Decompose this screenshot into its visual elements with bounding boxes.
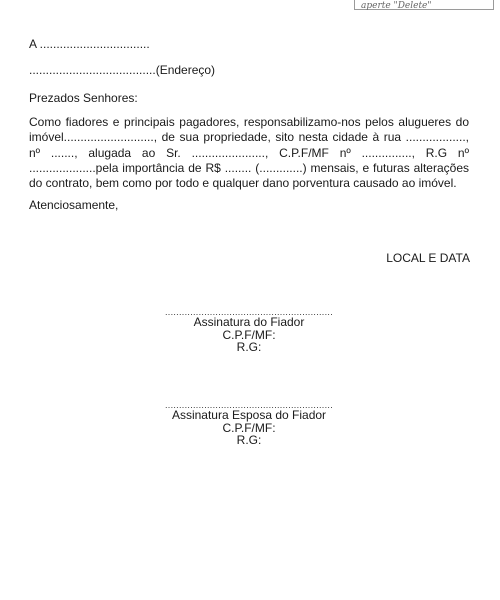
signature-rg: R.G: xyxy=(236,433,262,447)
signature-title: Assinatura do Fiador xyxy=(193,315,305,329)
signature-cpf: C.P.F/MF: xyxy=(222,420,276,435)
signature-line: ............................................................ xyxy=(164,400,334,410)
signature-title: Assinatura Esposa do Fiador xyxy=(171,408,327,422)
closing: Atenciosamente, xyxy=(29,198,119,212)
guarantor-signature-block xyxy=(149,308,349,354)
salutation: Prezados Senhores: xyxy=(29,91,138,105)
signature-cpf: C.P.F/MF: xyxy=(222,327,276,342)
signature-rg: R.G: xyxy=(236,340,262,354)
letter-body: Como fiadores e principais pagadores, responsabilizamo-nos pelos alugueres do imóvel..........................., de sua propriedade, sito nesta cidade à rua .................., nº ......., alugada ao Sr. ......................, C.P.F/MF nº ..............., R.G nº ....................pela importância de R$ ........ (.............) mensais, e futuras alterações do contrato, bem como por todo e qualquer dano porventura causado ao imóvel. xyxy=(29,115,469,191)
place-date: LOCAL E DATA xyxy=(386,251,470,265)
spouse-signature-block xyxy=(149,401,349,447)
address-line: ......................................(Endereço) xyxy=(29,63,216,77)
signature-line: ............................................................ xyxy=(164,307,334,317)
addressee-line: A ................................. xyxy=(29,37,150,51)
delete-hint-box: aperte "Delete" xyxy=(354,0,494,10)
